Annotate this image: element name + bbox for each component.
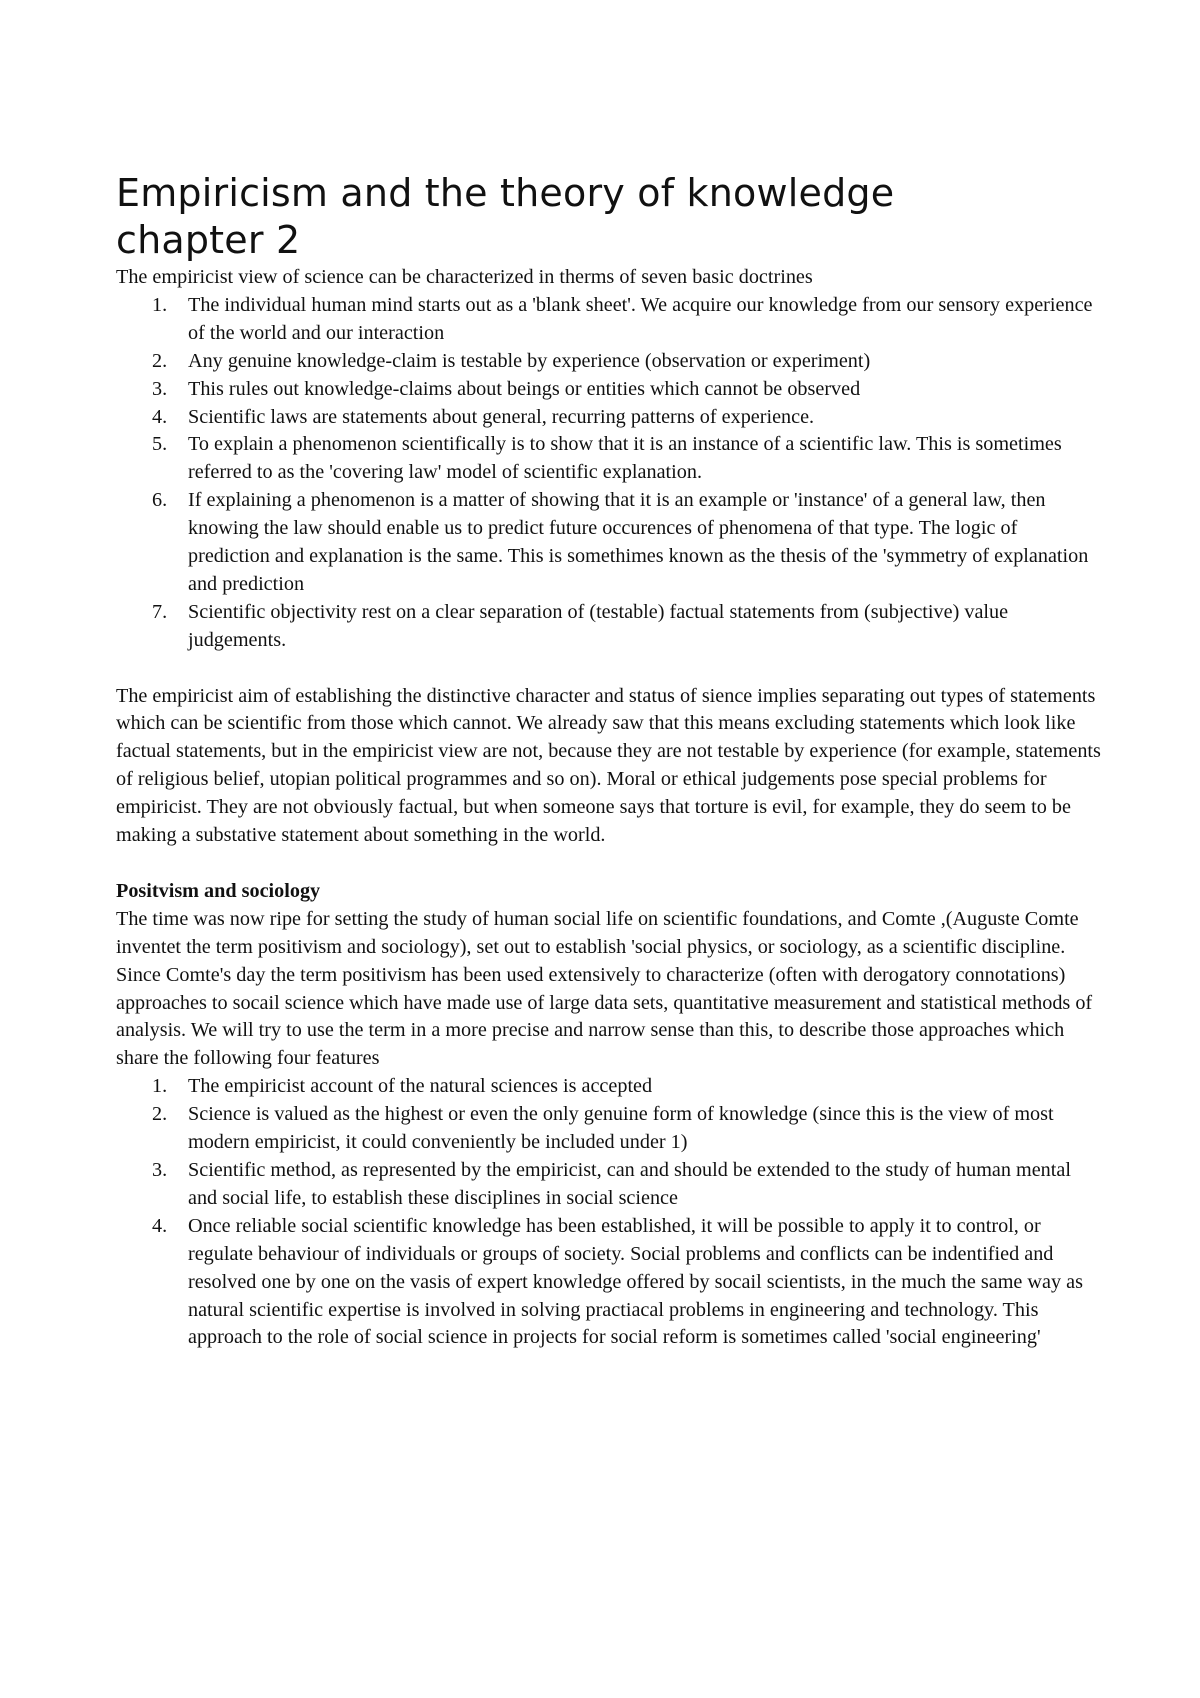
list-item	[116, 404, 1101, 432]
list-item	[116, 599, 1101, 655]
list-item	[116, 431, 1101, 487]
section-heading: Positvism and sociology	[116, 879, 321, 902]
title-line-2: chapter 2	[116, 218, 301, 262]
paragraph-spacer	[116, 850, 1101, 878]
list-text: Once reliable social scientific knowledge has been established, it will be possible to apply it to control, or regulate behaviour of individuals or groups of society. Social problems and conflicts can be indentified and resolved one by one on the vasis of expert knowledge offered by socail scientists, in the much the same way as natural scientific expertise is involved in solving practiacal problems in engineering and technology. This approach to the role of social science in projects for social reform is sometimes called 'social engineering'	[188, 1214, 1083, 1349]
list-number: 3.	[152, 1158, 168, 1181]
list-text: Scientific laws are statements about general, recurring patterns of experience.	[188, 405, 815, 428]
list-text: To explain a phenomenon scientifically is to show that it is an instance of a scientific law. This is sometimes referred to as the 'covering law' model of scientific explanation.	[188, 433, 1062, 484]
positivism-paragraph: The time was now ripe for setting the study of human social life on scientific foundations, and Comte ,(Auguste Comte inventet the term positivism and sociology), set out to establish 'social physics, or sociology, as a scientific discipline. Since Comte's day the term positivism has been used extensively to characterize (often with derogatory connotations) approaches to socail science which have made use of large data sets, quantitative measurement and statistical methods of analysis. We will try to use the term in a more precise and narrow sense than this, to describe those approaches which share the following four features	[116, 907, 1093, 1070]
list-text: Science is valued as the highest or even the only genuine form of knowledge (since this is the view of most modern empiricist, it could conveniently be included under 1)	[188, 1103, 1054, 1154]
list-text: Scientific objectivity rest on a clear separation of (testable) factual statements from (subjective) value judgements.	[188, 600, 1009, 651]
list-item	[116, 292, 1101, 348]
list-item	[116, 1101, 1101, 1157]
list-item	[116, 348, 1101, 376]
features-list	[116, 1073, 1101, 1352]
list-number: 4.	[152, 405, 168, 428]
title-line-1: Empiricism and the theory of knowledge	[116, 171, 895, 215]
list-item	[116, 1157, 1101, 1213]
empiricist-aim-paragraph: The empiricist aim of establishing the distinctive character and status of sience implies separating out types of statements which can be scientific from those which cannot. We already saw that this means excluding statements which look like factual statements, but in the empiricist view are not, because they are not testable by experience (for example, statements of religious belief, utopian political programmes and so on). Moral or ethical judgements pose special problems for empiricist. They are not obviously factual, but when someone says that torture is evil, for example, they do seem to be making a substative statement about something in the world.	[116, 684, 1101, 847]
list-number: 2.	[152, 1103, 168, 1126]
list-text: This rules out knowledge-claims about beings or entities which cannot be observed	[188, 377, 861, 400]
document-body	[116, 170, 1101, 1352]
list-item	[116, 376, 1101, 404]
list-text: Scientific method, as represented by the empiricist, can and should be extended to the study of human mental and social life, to establish these disciplines in social science	[188, 1158, 1071, 1209]
list-item	[116, 487, 1101, 599]
paragraph-spacer	[116, 655, 1101, 683]
list-number: 1.	[152, 293, 168, 316]
list-number: 4.	[152, 1214, 168, 1237]
intro-sentence: The empiricist view of science can be characterized in therms of seven basic doctrines	[116, 266, 813, 288]
list-text: The empiricist account of the natural sciences is accepted	[188, 1075, 653, 1098]
list-number: 5.	[152, 433, 168, 456]
doctrines-list	[116, 292, 1101, 655]
list-text: Any genuine knowledge-claim is testable by experience (observation or experiment)	[188, 349, 871, 372]
list-number: 6.	[152, 489, 168, 512]
list-number: 2.	[152, 349, 168, 372]
list-number: 7.	[152, 600, 168, 623]
list-item	[116, 1073, 1101, 1101]
list-text: If explaining a phenomenon is a matter of showing that it is an example or 'instance' of a general law, then knowing the law should enable us to predict future occurences of phenomena of that type. The logic of prediction and explanation is the same. This is somethimes known as the thesis of the 'symmetry of explanation and prediction	[188, 489, 1089, 595]
list-number: 3.	[152, 377, 168, 400]
list-item	[116, 1213, 1101, 1353]
list-number: 1.	[152, 1075, 168, 1098]
document-title	[116, 170, 1101, 264]
list-text: The individual human mind starts out as a 'blank sheet'. We acquire our knowledge from our sensory experience of the world and our interaction	[188, 293, 1093, 344]
